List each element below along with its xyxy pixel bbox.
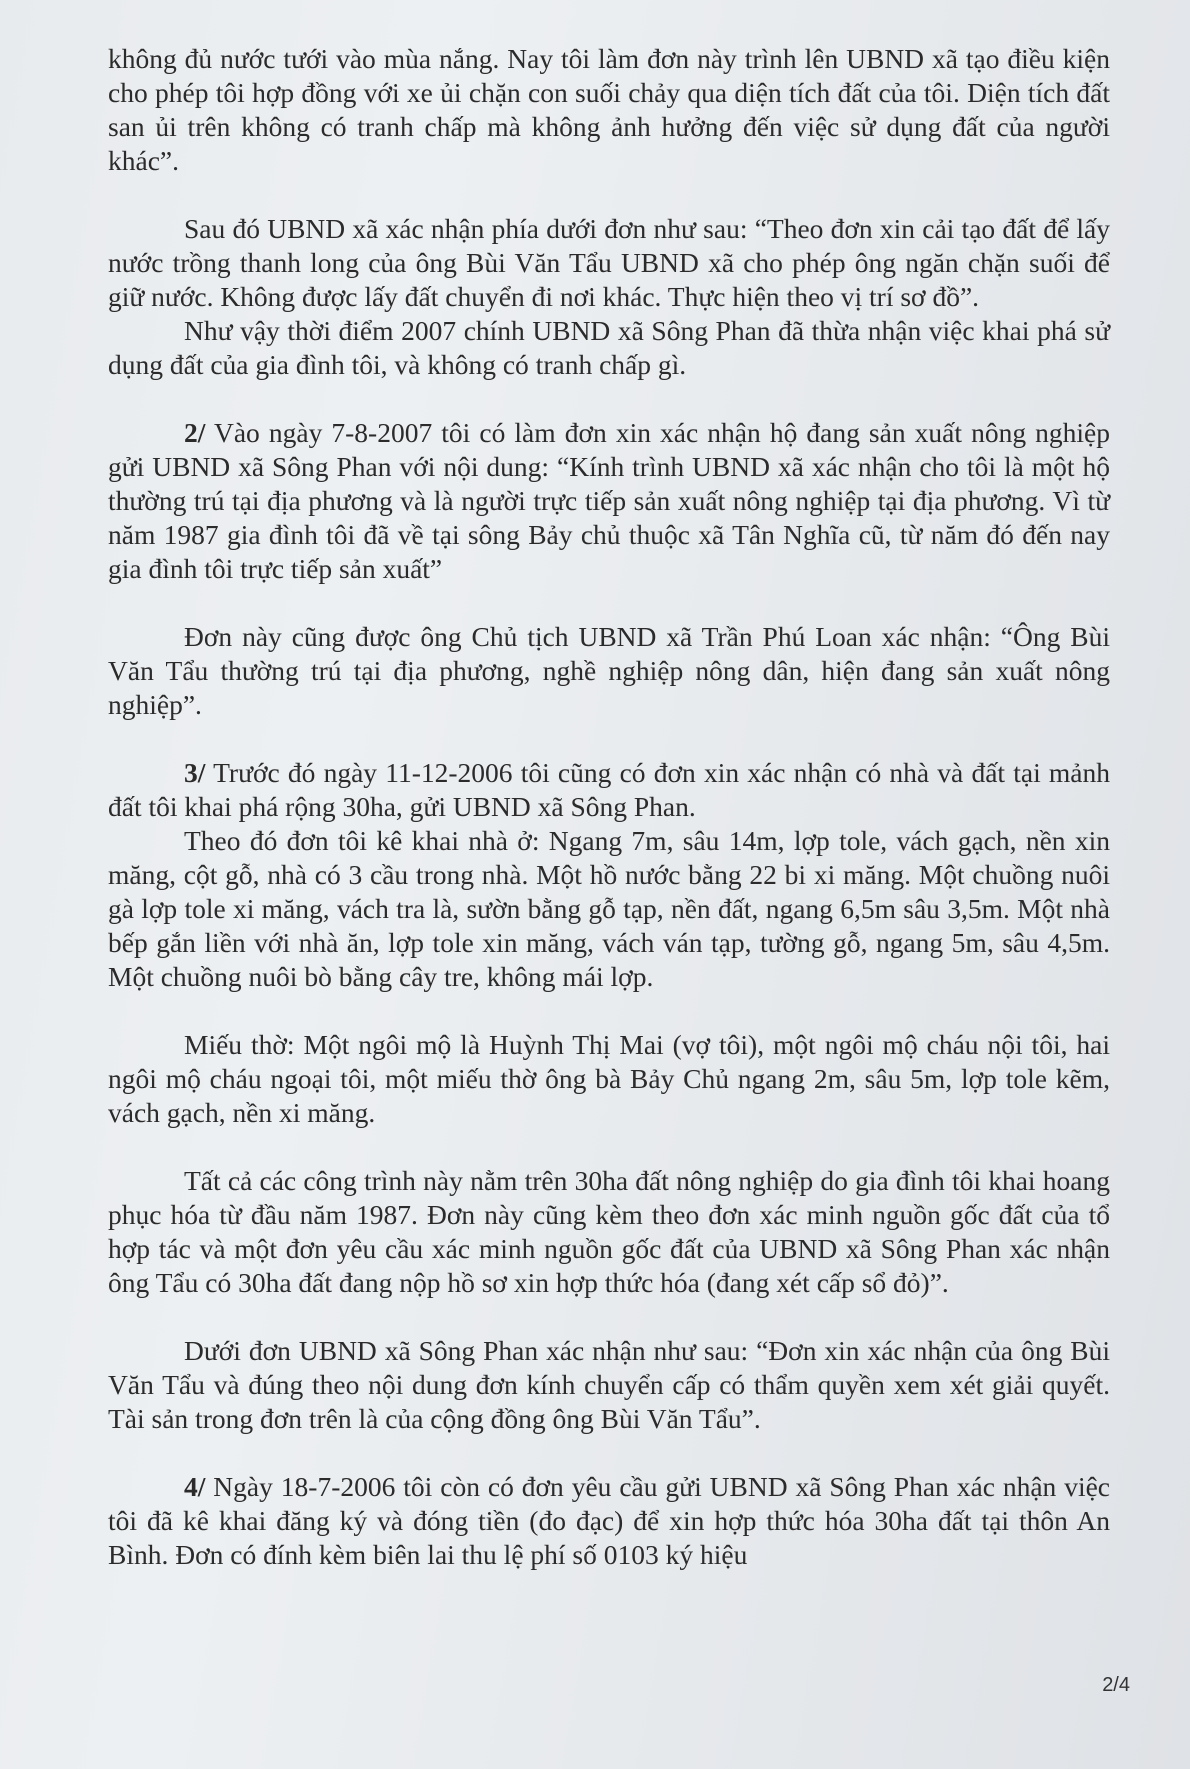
page-number: 2/4 (1102, 1674, 1130, 1696)
paragraph-text: không đủ nước tưới vào mùa nắng. Nay tôi làm đơn này trình lên UBND xã tạo điều kiện cho phép tôi hợp đồng với xe ủi chặn con suối chảy qua diện tích đất của tôi. Diện tích đất san ủi trên không có tranh chấp mà không ảnh hưởng đến việc sử dụng đất của người khác”. (108, 43, 1110, 176)
paragraph-p1 (108, 42, 1110, 178)
paragraph-text: Ngày 18-7-2006 tôi còn có đơn yêu cầu gửi UBND xã Sông Phan xác nhận việc tôi đã kê khai đăng ký và đóng tiền (đo đạc) để xin hợp thức hóa 30ha đất tại thôn An Bình. Đơn có đính kèm biên lai thu lệ phí số 0103 ký hiệu (108, 1471, 1110, 1570)
paragraph-text: Miếu thờ: Một ngôi mộ là Huỳnh Thị Mai (vợ tôi), một ngôi mộ cháu nội tôi, hai ngôi mộ cháu ngoại tôi, một miếu thờ ông bà Bảy Chủ ngang 2m, sâu 5m, lợp tole kẽm, vách gạch, nền xi măng. (108, 1029, 1110, 1128)
paragraph-p4 (108, 416, 1110, 586)
paragraph-text: Tất cả các công trình này nằm trên 30ha đất nông nghiệp do gia đình tôi khai hoang phục hóa từ đầu năm 1987. Đơn này cũng kèm theo đơn xác minh nguồn gốc đất của tổ hợp tác và một đơn yêu cầu xác minh nguồn gốc đất của UBND xã Sông Phan xác nhận ông Tẩu có 30ha đất đang nộp hồ sơ xin hợp thức hóa (đang xét cấp sổ đỏ)”. (108, 1165, 1110, 1298)
document-body (108, 42, 1110, 1572)
paragraph-p7 (108, 824, 1110, 994)
paragraph-p11 (108, 1470, 1110, 1572)
paragraph-p9 (108, 1164, 1110, 1300)
paragraph-text: Trước đó ngày 11-12-2006 tôi cũng có đơn xin xác nhận có nhà và đất tại mảnh đất tôi khai phá rộng 30ha, gửi UBND xã Sông Phan. (108, 757, 1110, 822)
section-number: 3/ (184, 757, 206, 788)
paragraph-p8 (108, 1028, 1110, 1130)
section-number: 2/ (184, 417, 206, 448)
paragraph-text: Đơn này cũng được ông Chủ tịch UBND xã Trần Phú Loan xác nhận: “Ông Bùi Văn Tẩu thường trú tại địa phương, nghề nghiệp nông dân, hiện đang sản xuất nông nghiệp”. (108, 621, 1110, 720)
paragraph-p6 (108, 756, 1110, 824)
paragraph-p3 (108, 314, 1110, 382)
paragraph-text: Như vậy thời điểm 2007 chính UBND xã Sông Phan đã thừa nhận việc khai phá sử dụng đất của gia đình tôi, và không có tranh chấp gì. (108, 315, 1110, 380)
section-number: 4/ (184, 1471, 206, 1502)
paragraph-p10 (108, 1334, 1110, 1436)
paragraph-p2 (108, 212, 1110, 314)
paragraph-text: Sau đó UBND xã xác nhận phía dưới đơn như sau: “Theo đơn xin cải tạo đất để lấy nước trồng thanh long của ông Bùi Văn Tẩu UBND xã cho phép ông ngăn chặn suối để giữ nước. Không được lấy đất chuyển đi nơi khác. Thực hiện theo vị trí sơ đồ”. (108, 213, 1110, 312)
paragraph-text: Dưới đơn UBND xã Sông Phan xác nhận như sau: “Đơn xin xác nhận của ông Bùi Văn Tẩu và đúng theo nội dung đơn kính chuyển cấp có thẩm quyền xem xét giải quyết. Tài sản trong đơn trên là của cộng đồng ông Bùi Văn Tẩu”. (108, 1335, 1110, 1434)
paragraph-text: Theo đó đơn tôi kê khai nhà ở: Ngang 7m, sâu 14m, lợp tole, vách gạch, nền xin măng, cột gỗ, nhà có 3 cầu trong nhà. Một hồ nước bằng 22 bi xi măng. Một chuồng nuôi gà lợp tole xi măng, vách tra là, sườn bằng gỗ tạp, nền đất, ngang 6,5m sâu 3,5m. Một nhà bếp gắn liền với nhà ăn, lợp tole xin măng, vách ván tạp, tường gỗ, ngang 5m, sâu 4,5m. Một chuồng nuôi bò bằng cây tre, không mái lợp. (108, 825, 1110, 992)
paragraph-text: Vào ngày 7-8-2007 tôi có làm đơn xin xác nhận hộ đang sản xuất nông nghiệp gửi UBND xã Sông Phan với nội dung: “Kính trình UBND xã xác nhận cho tôi là một hộ thường trú tại địa phương và là người trực tiếp sản xuất nông nghiệp tại địa phương. Vì từ năm 1987 gia đình tôi đã về tại sông Bảy chủ thuộc xã Tân Nghĩa cũ, từ năm đó đến nay gia đình tôi trực tiếp sản xuất” (108, 417, 1110, 584)
paragraph-p5 (108, 620, 1110, 722)
